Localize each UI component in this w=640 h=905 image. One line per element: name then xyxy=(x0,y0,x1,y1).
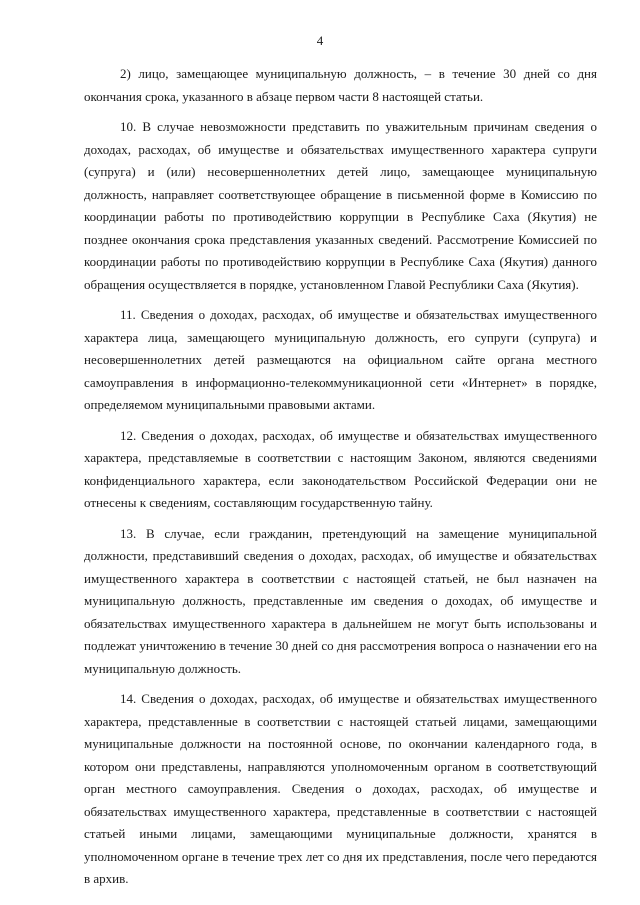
paragraph-12: 12. Сведения о доходах, расходах, об имуществе и обязательствах имущественного характера, представляемые в соответствии с настоящим Законом, являются сведениями конфиденциального характера, если законодательством Российской Федерации они не отнесены к сведениям, составляющим государственную тайну. xyxy=(84,427,597,510)
paragraph-13: 13. В случае, если гражданин, претендующий на замещение муниципальной должности, представивший сведения о доходах, расходах, об имуществе и обязательствах имущественного характера в соответствии с настоящей статьей, не был назначен на муниципальную должность, представленные им сведения о доходах, об имуществе и обязательствах имущественного характера в дальнейшем не могут быть использованы и подлежат уничтожению в течение 30 дней со дня рассмотрения вопроса о назначении его на муниципальную должность. xyxy=(84,525,597,676)
page-number: 4 xyxy=(316,33,324,48)
document-body xyxy=(84,63,597,891)
paragraph-11: 11. Сведения о доходах, расходах, об имуществе и обязательствах имущественного характера лица, замещающего муниципальную должность, его супруги (супруга) и несовершеннолетних детей размещаются на официальном сайте органа местного самоуправления в информационно-телекоммуникационной сети «Интернет» в порядке, определяемом муниципальными правовыми актами. xyxy=(84,307,597,412)
paragraph-item-2: 2) лицо, замещающее муниципальную должность, – в течение 30 дней со дня окончания срока, указанного в абзаце первом части 8 настоящей статьи. xyxy=(84,66,597,104)
paragraph-14: 14. Сведения о доходах, расходах, об имуществе и обязательствах имущественного характера, представленные в соответствии с настоящей статьей лицами, замещающими муниципальные должности на постоянной основе, по окончании календарного года, в котором они представлены, направляются уполномоченным органом в соответствующий орган местного самоуправления. Сведения о доходах, расходах, об имуществе и обязательствах имущественного характера, представленные в соответствии с настоящей статьей иными лицами, замещающими муниципальные должности, хранятся в уполномоченном органе в течение трех лет со дня их представления, после чего передаются в архив. xyxy=(84,691,597,886)
paragraph-10: 10. В случае невозможности представить по уважительным причинам сведения о доходах, расходах, об имуществе и обязательствах имущественного характера супруги (супруга) и (или) несовершеннолетних детей лицо, замещающее муниципальную должность, направляет соответствующее обращение в письменной форме в Комиссию по координации работы по противодействию коррупции в Республике Саха (Якутия) не позднее окончания срока представления указанных сведений. Рассмотрение Комиссией по координации работы по противодействию коррупции в Республике Саха (Якутия) данного обращения осуществляется в порядке, установленном Главой Республики Саха (Якутия). xyxy=(84,119,597,292)
